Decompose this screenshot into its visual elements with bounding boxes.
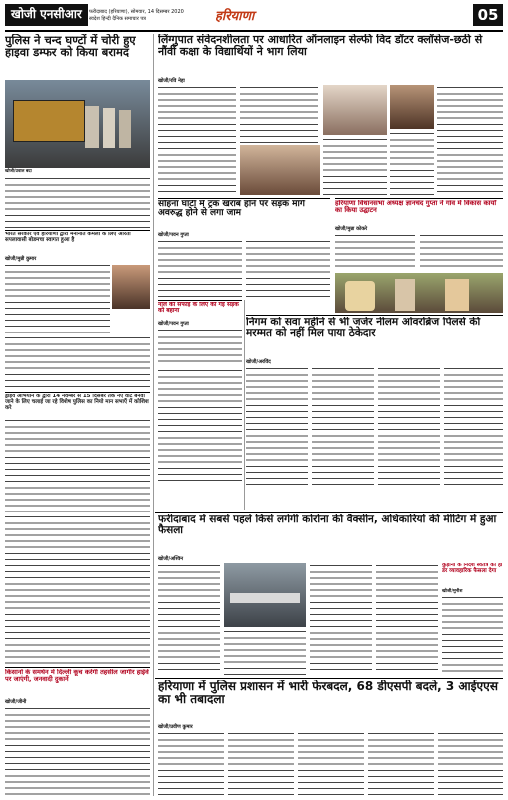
story-body — [246, 366, 308, 486]
meeting-photo — [224, 563, 306, 627]
story-headline: हरियाणा में पुलिस प्रशासन में भारी फेरबदल, 68 डीएसपी बदले, 3 आईएएस का भी तबादला — [158, 680, 498, 706]
story-body — [376, 563, 438, 675]
story-body — [158, 563, 220, 675]
student-photo — [240, 145, 320, 195]
story-headline: लिंग्गुपात संवेदनशीलता पर आधारित ऑनलाइन सेल्फी विद डॉटर क्लॉसेज-छठी से नौंवीं कक्षा के विद्यार्थियों ने भाग लिया — [158, 34, 483, 58]
selfie-photo — [390, 85, 434, 129]
story-body — [437, 85, 503, 195]
story-body — [368, 731, 434, 796]
ceremony-photo — [335, 273, 503, 313]
story-body — [246, 239, 330, 299]
story-body — [442, 595, 503, 675]
story-headline: हरियाणा विधानसभा अध्यक्ष ज्ञानचंद गुप्ता ने गांव में विकास कार्यों का किया उद्घाटन — [335, 200, 497, 215]
story-headline: ड्राइव अभियान के द्वारा 14 नवम्बर से 15 दिसंबर तक नए वोट बनवा जाने के लिए चलाई जा रहे विशेष पुलिस का नियो मान सभाएँ में कोशिश करे — [5, 394, 149, 411]
story-body — [158, 328, 242, 366]
story-body — [5, 335, 150, 390]
selfie-photo — [323, 85, 387, 135]
person-photo — [112, 265, 150, 309]
story-headline: पुलिस ने चन्द घण्टों में चोरी हुए हाइवा डम्फर को किया बरामद — [5, 34, 136, 60]
newspaper-logo: खोजी एनसीआर — [5, 4, 88, 26]
story-headline: नाले की सफाई के लिए की गई सड़क को बहाना — [158, 302, 239, 315]
page-number: 05 — [473, 4, 503, 26]
story-body — [5, 176, 150, 228]
story-body — [335, 233, 415, 271]
story-body — [5, 418, 150, 512]
story-body — [420, 233, 503, 271]
story-body — [323, 137, 387, 195]
story-body — [158, 731, 224, 796]
story-body — [312, 366, 374, 486]
story-body — [5, 263, 110, 333]
story-photo — [5, 80, 150, 168]
story-body — [224, 629, 306, 675]
story-body — [158, 85, 236, 195]
section-title: हरियाणा — [215, 9, 255, 24]
dateline: फरीदाबाद (हरियाणा), सोमवार, 14 दिसम्बर 2020 स्वदेश हिन्दी दैनिक समाचार पत्र — [89, 9, 184, 22]
story-body — [240, 85, 318, 143]
masthead — [5, 4, 503, 32]
story-headline: भारत सरकार एवं हरियाणा द्वारा मनोनीत कमला के लिए आरती सपलावासी बोडमचा स्वागत हुआ है — [5, 232, 131, 243]
story-body — [158, 368, 242, 486]
story-body — [438, 731, 503, 796]
story-body — [390, 131, 434, 195]
story-body — [158, 239, 242, 299]
story-headline: सोहना घाटी में ट्रक खराब होने पर सड़क मार्ग अवरुद्ध होने से लगा जाम — [158, 200, 305, 219]
story-headline: फरीदाबाद में सबसे पहले किसे लगेगी कोरोना की वैक्सीन, अधिकारियों की मीटिंग में हुआ फैसला — [158, 514, 497, 537]
story-headline: किसानों के समर्थन में दिल्ली कूच करेंगी तहसील जागीर हाईवे पर जाएंगी, जनवादी दुकानें — [5, 669, 149, 683]
story-body — [5, 706, 150, 796]
story-headline: कुंड़ाना के निर्देश स्वतंत्र का हो डर व्यावहारिक फैसला देगा — [442, 563, 503, 574]
story-body — [5, 514, 150, 664]
story-body — [310, 563, 372, 675]
story-body — [444, 366, 503, 486]
story-body — [228, 731, 294, 796]
story-body — [378, 366, 440, 486]
newspaper-page: खोजी एनसीआर फरीदाबाद (हरियाणा), सोमवार, 14 दिसम्बर 2020 स्वदेश हिन्दी दैनिक समाचार पत्र हरियाणा 05 पुलिस ने चन्द घण्टों में चोरी हुए हाइवा डम्फर को किया बरामद खोजी/प्रवाल बदा भारत सरकार एवं हरियाणा द्वारा मनोनीत कमला के लिए आरती सपलावासी बोडमचा स्वागत हुआ है खोजी/मुन्नी कुमार ड्राइव अभियान के द्वारा 14 नवम्बर से 15 दिसंबर तक नए वोट बनवा जाने के लिए चलाई जा रहे विशेष पुलिस का नियो मान सभाएँ में कोशिश करे लिंग्गुपात संवेदनशीलता पर आधारित ऑनलाइन सेल्फी विद डॉटर क्लॉसेज-छठी से नौंवीं कक्षा के विद्यार्थियों ने भाग लिया खोजी/रवि नेहा सोहना घाटी में ट्रक खराब होने पर सड़क मार्ग अवरुद्ध होने से लगा जाम खोजी/पवन गुप्ता नाले की सफाई के लिए की गई सड़क को बहाना खोजी/पवन गुप्ता हरियाणा विधानसभा अध्यक्ष ज्ञानचंद गुप्ता ने गांव में विकास कार्यों का किया उद्घाटन खोजी/मुन्ना कोकरे निगम को सवा महीने से भी जर्जर नीलम ओवरब्रिज पिलर्स की मरम्मत को नहीं मिल पाया ठेकेदार खोजी/अरविंद फरीदाबाद में सबसे पहले किसे लगेगी कोरोना की वैक्सीन, अधिकारियों की मीटिंग में हुआ फैसला खोजी/अश्विन कुंड़ाना के निर्देश स्वतंत्र का हो डर व्यावहारिक फैसला देगा खोजी/मुनीश किसानों के समर्थन में दिल्ली कूच करेंगी तहसील जागीर हाईवे पर जाएंगी, जनवादी दुकानें खोजी/जीनी हरियाणा में पुलिस प्रशासन में भारी फेरबदल, 68 डीएसपी बदले, 3 आईएएस का भी तबादला खोजी/प्रवीण कुमार — [0, 0, 508, 800]
story-headline: निगम को सवा महीने से भी जर्जर नीलम ओवरब्रिज पिलर्स की मरम्मत को नहीं मिल पाया ठेकेदार — [246, 317, 481, 340]
story-body — [298, 731, 364, 796]
